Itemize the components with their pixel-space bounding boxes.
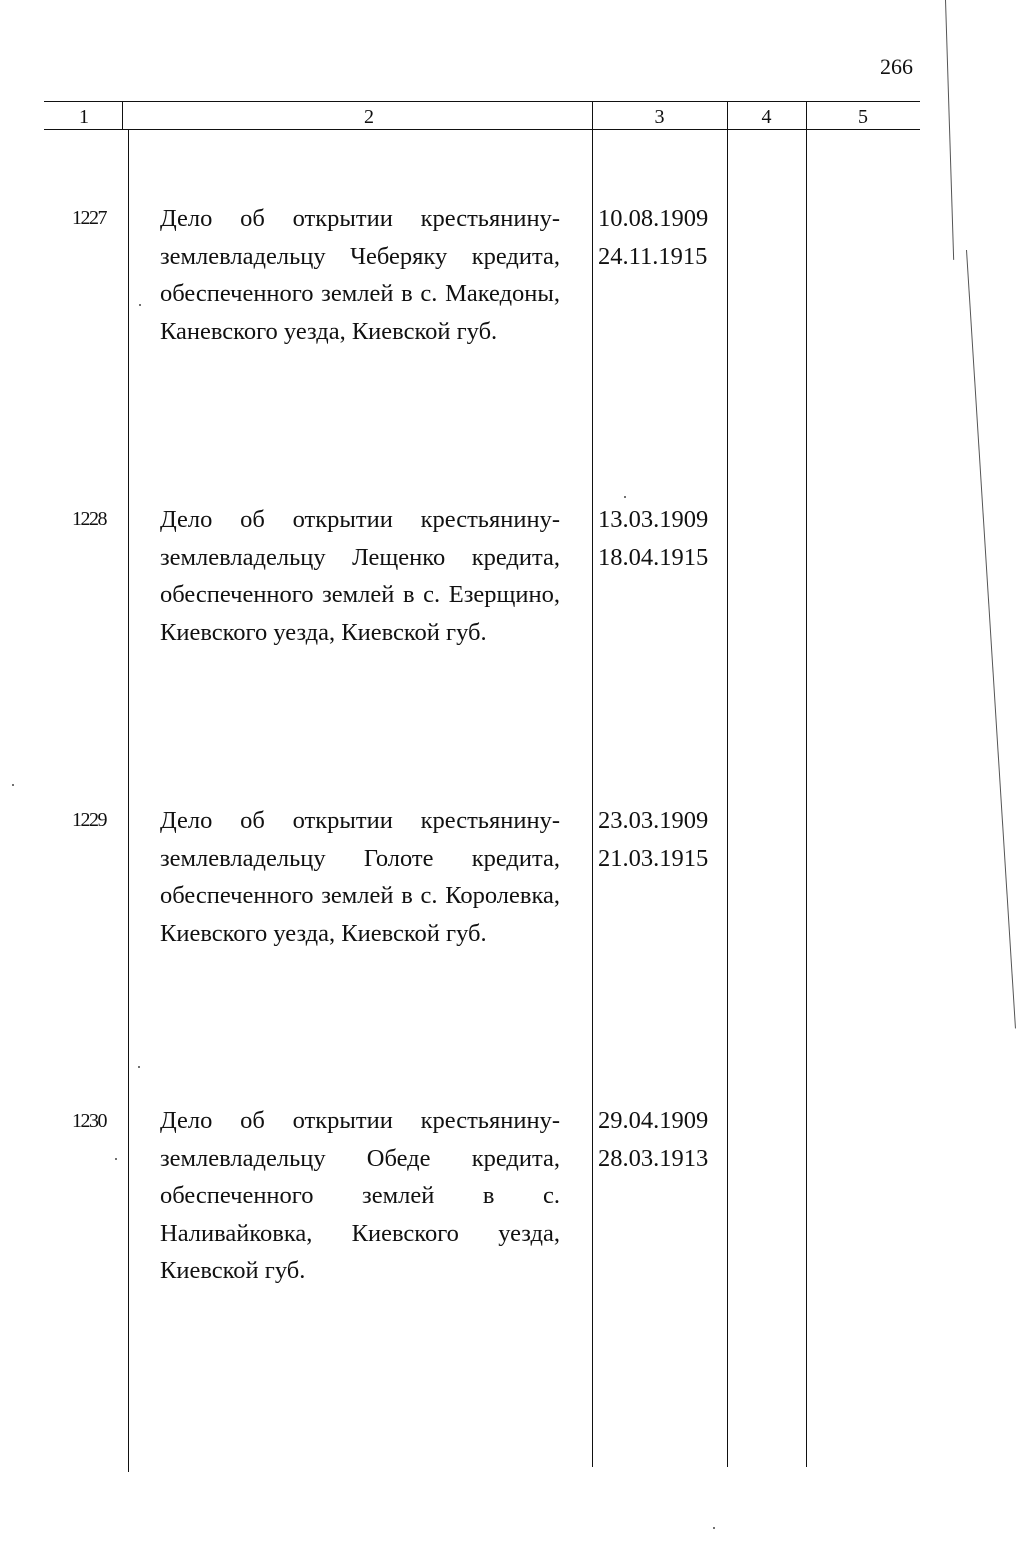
date-start: 29.04.1909 bbox=[598, 1107, 709, 1134]
date-start: 13.03.1909 bbox=[598, 506, 709, 533]
table-top-rule bbox=[44, 101, 920, 102]
date-start: 10.08.1909 bbox=[598, 205, 709, 232]
entry-description: Дело об открытии крестьянину-землевладельцу Чеберяку кредита, обеспеченного землей в с. Македоны, Каневского уезда, Киевской губ. bbox=[160, 205, 560, 345]
scan-page-edge-lower bbox=[966, 250, 1016, 1029]
column-divider-2 bbox=[592, 101, 593, 1467]
column-header-1: 1 bbox=[79, 106, 89, 128]
scan-speck bbox=[139, 304, 141, 306]
column-header-4: 4 bbox=[761, 106, 772, 128]
entry-description: Дело об открытии крестьянину-землевладельцу Обеде кредита, обеспеченного землей в с. Наливайковка, Киевского уезда, Киевской губ. bbox=[160, 1107, 560, 1284]
date-start: 23.03.1909 bbox=[598, 807, 709, 834]
entry-number: 1227 bbox=[72, 207, 106, 229]
column-header-3: 3 bbox=[654, 106, 665, 128]
scan-speck bbox=[12, 784, 14, 786]
entry-description: Дело об открытии крестьянину-землевладельцу Голоте кредита, обеспеченного землей в с. Королевка, Киевского уезда, Киевской губ. bbox=[160, 807, 560, 947]
page-number: 266 bbox=[880, 54, 913, 79]
column-divider-4 bbox=[806, 101, 807, 1467]
date-end: 28.03.1913 bbox=[598, 1145, 709, 1172]
column-divider-1-body bbox=[128, 129, 129, 1472]
date-end: 18.04.1915 bbox=[598, 544, 709, 571]
column-header-5: 5 bbox=[858, 106, 868, 128]
entry-number: 1229 bbox=[72, 809, 106, 831]
scan-speck bbox=[115, 1158, 117, 1160]
entry-number: 1228 bbox=[72, 508, 106, 530]
table-header-rule bbox=[44, 129, 920, 130]
column-divider-3 bbox=[727, 101, 728, 1467]
entry-dates bbox=[598, 802, 722, 878]
scan-speck bbox=[138, 1066, 140, 1068]
entry-dates bbox=[598, 1102, 722, 1178]
column-header-2: 2 bbox=[364, 106, 374, 128]
scan-speck bbox=[624, 496, 626, 498]
date-end: 24.11.1915 bbox=[598, 243, 708, 270]
entry-number: 1230 bbox=[72, 1110, 106, 1132]
scan-page-edge bbox=[945, 0, 954, 260]
entry-description: Дело об открытии крестьянину-землевладельцу Лещенко кредита, обеспеченного землей в с. Езерщино, Киевского уезда, Киевской губ. bbox=[160, 506, 560, 646]
entry-dates bbox=[598, 200, 722, 276]
entry-dates bbox=[598, 501, 722, 577]
date-end: 21.03.1915 bbox=[598, 845, 709, 872]
scan-speck bbox=[713, 1527, 715, 1529]
